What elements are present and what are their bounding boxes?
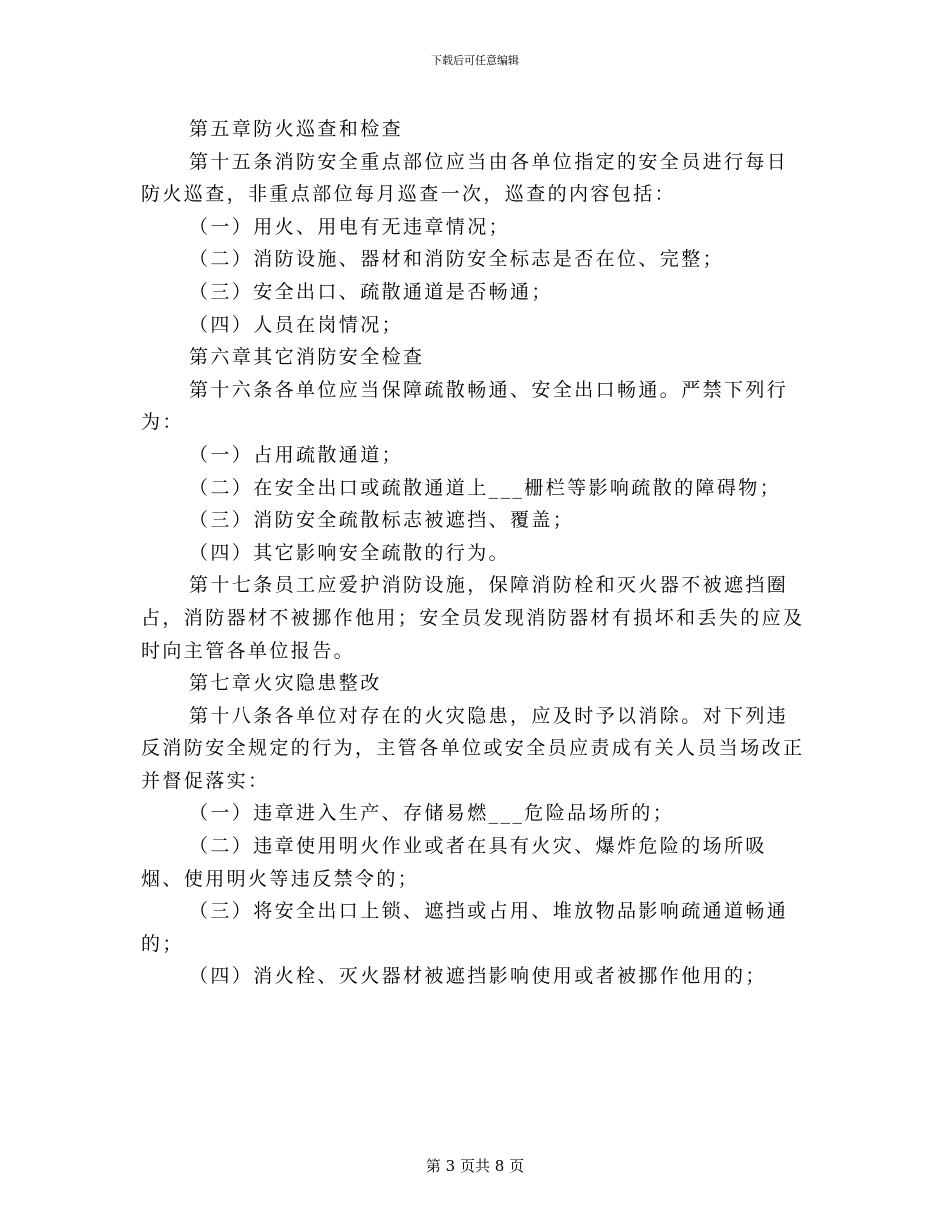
list-item: （二）消防设施、器材和消防安全标志是否在位、完整； (189, 248, 725, 271)
chapter-heading: 第五章防火巡查和检查 (189, 118, 404, 140)
list-item: （三）将安全出口上锁、遮挡或占用、堆放物品影响疏通道畅通的； (141, 900, 789, 955)
chapter-heading: 第七章火灾隐患整改 (189, 672, 382, 695)
list-item: （三）消防安全疏散标志被遮挡、覆盖； (189, 509, 575, 532)
document-body (141, 113, 809, 993)
article-paragraph: 第十八条各单位对存在的火灾隐患，应及时予以消除。对下列违反消防安全规定的行为，主管各单位或安全员应责成有关人员当场改正并督促落实： (141, 704, 805, 792)
list-item: （四）人员在岗情况； (189, 313, 404, 336)
article-paragraph: 第十六条各单位应当保障疏散畅通、安全出口畅通。严禁下列行为： (141, 378, 789, 434)
page-header-note: 下载后可任意编辑 (431, 54, 519, 67)
page-number-footer: 第 3 页共 8 页 (425, 1157, 525, 1175)
list-item: （四）消火栓、灭火器材被遮挡影响使用或者被挪作他用的； (189, 965, 767, 988)
article-paragraph: 第十五条消防安全重点部位应当由各单位指定的安全员进行每日防火巡查，非重点部位每月巡查一次，巡查的内容包括： (141, 150, 789, 206)
list-item: （一）用火、用电有无违章情况； (189, 215, 511, 238)
list-item: （四）其它影响安全疏散的行为。 (189, 541, 511, 564)
list-item: （三）安全出口、疏散通道是否畅通； (189, 280, 553, 303)
list-item: （二）违章使用明火作业或者在具有火灾、爆炸危险的场所吸烟、使用明火等违反禁令的； (141, 835, 767, 890)
list-item: （一）占用疏散通道； (189, 443, 404, 466)
list-item: （一）违章进入生产、存储易燃___危险品场所的； (189, 802, 675, 825)
article-paragraph: 第十七条员工应爱护消防设施，保障消防栓和灭火器不被遮挡圈占，消防器材不被挪作他用；安全员发现消防器材有损坏和丢失的应及时向主管各单位报告。 (141, 574, 805, 662)
list-item: （二）在安全出口或疏散通道上___栅栏等影响疏散的障碍物； (189, 476, 782, 499)
chapter-heading: 第六章其它消防安全检查 (189, 346, 425, 369)
